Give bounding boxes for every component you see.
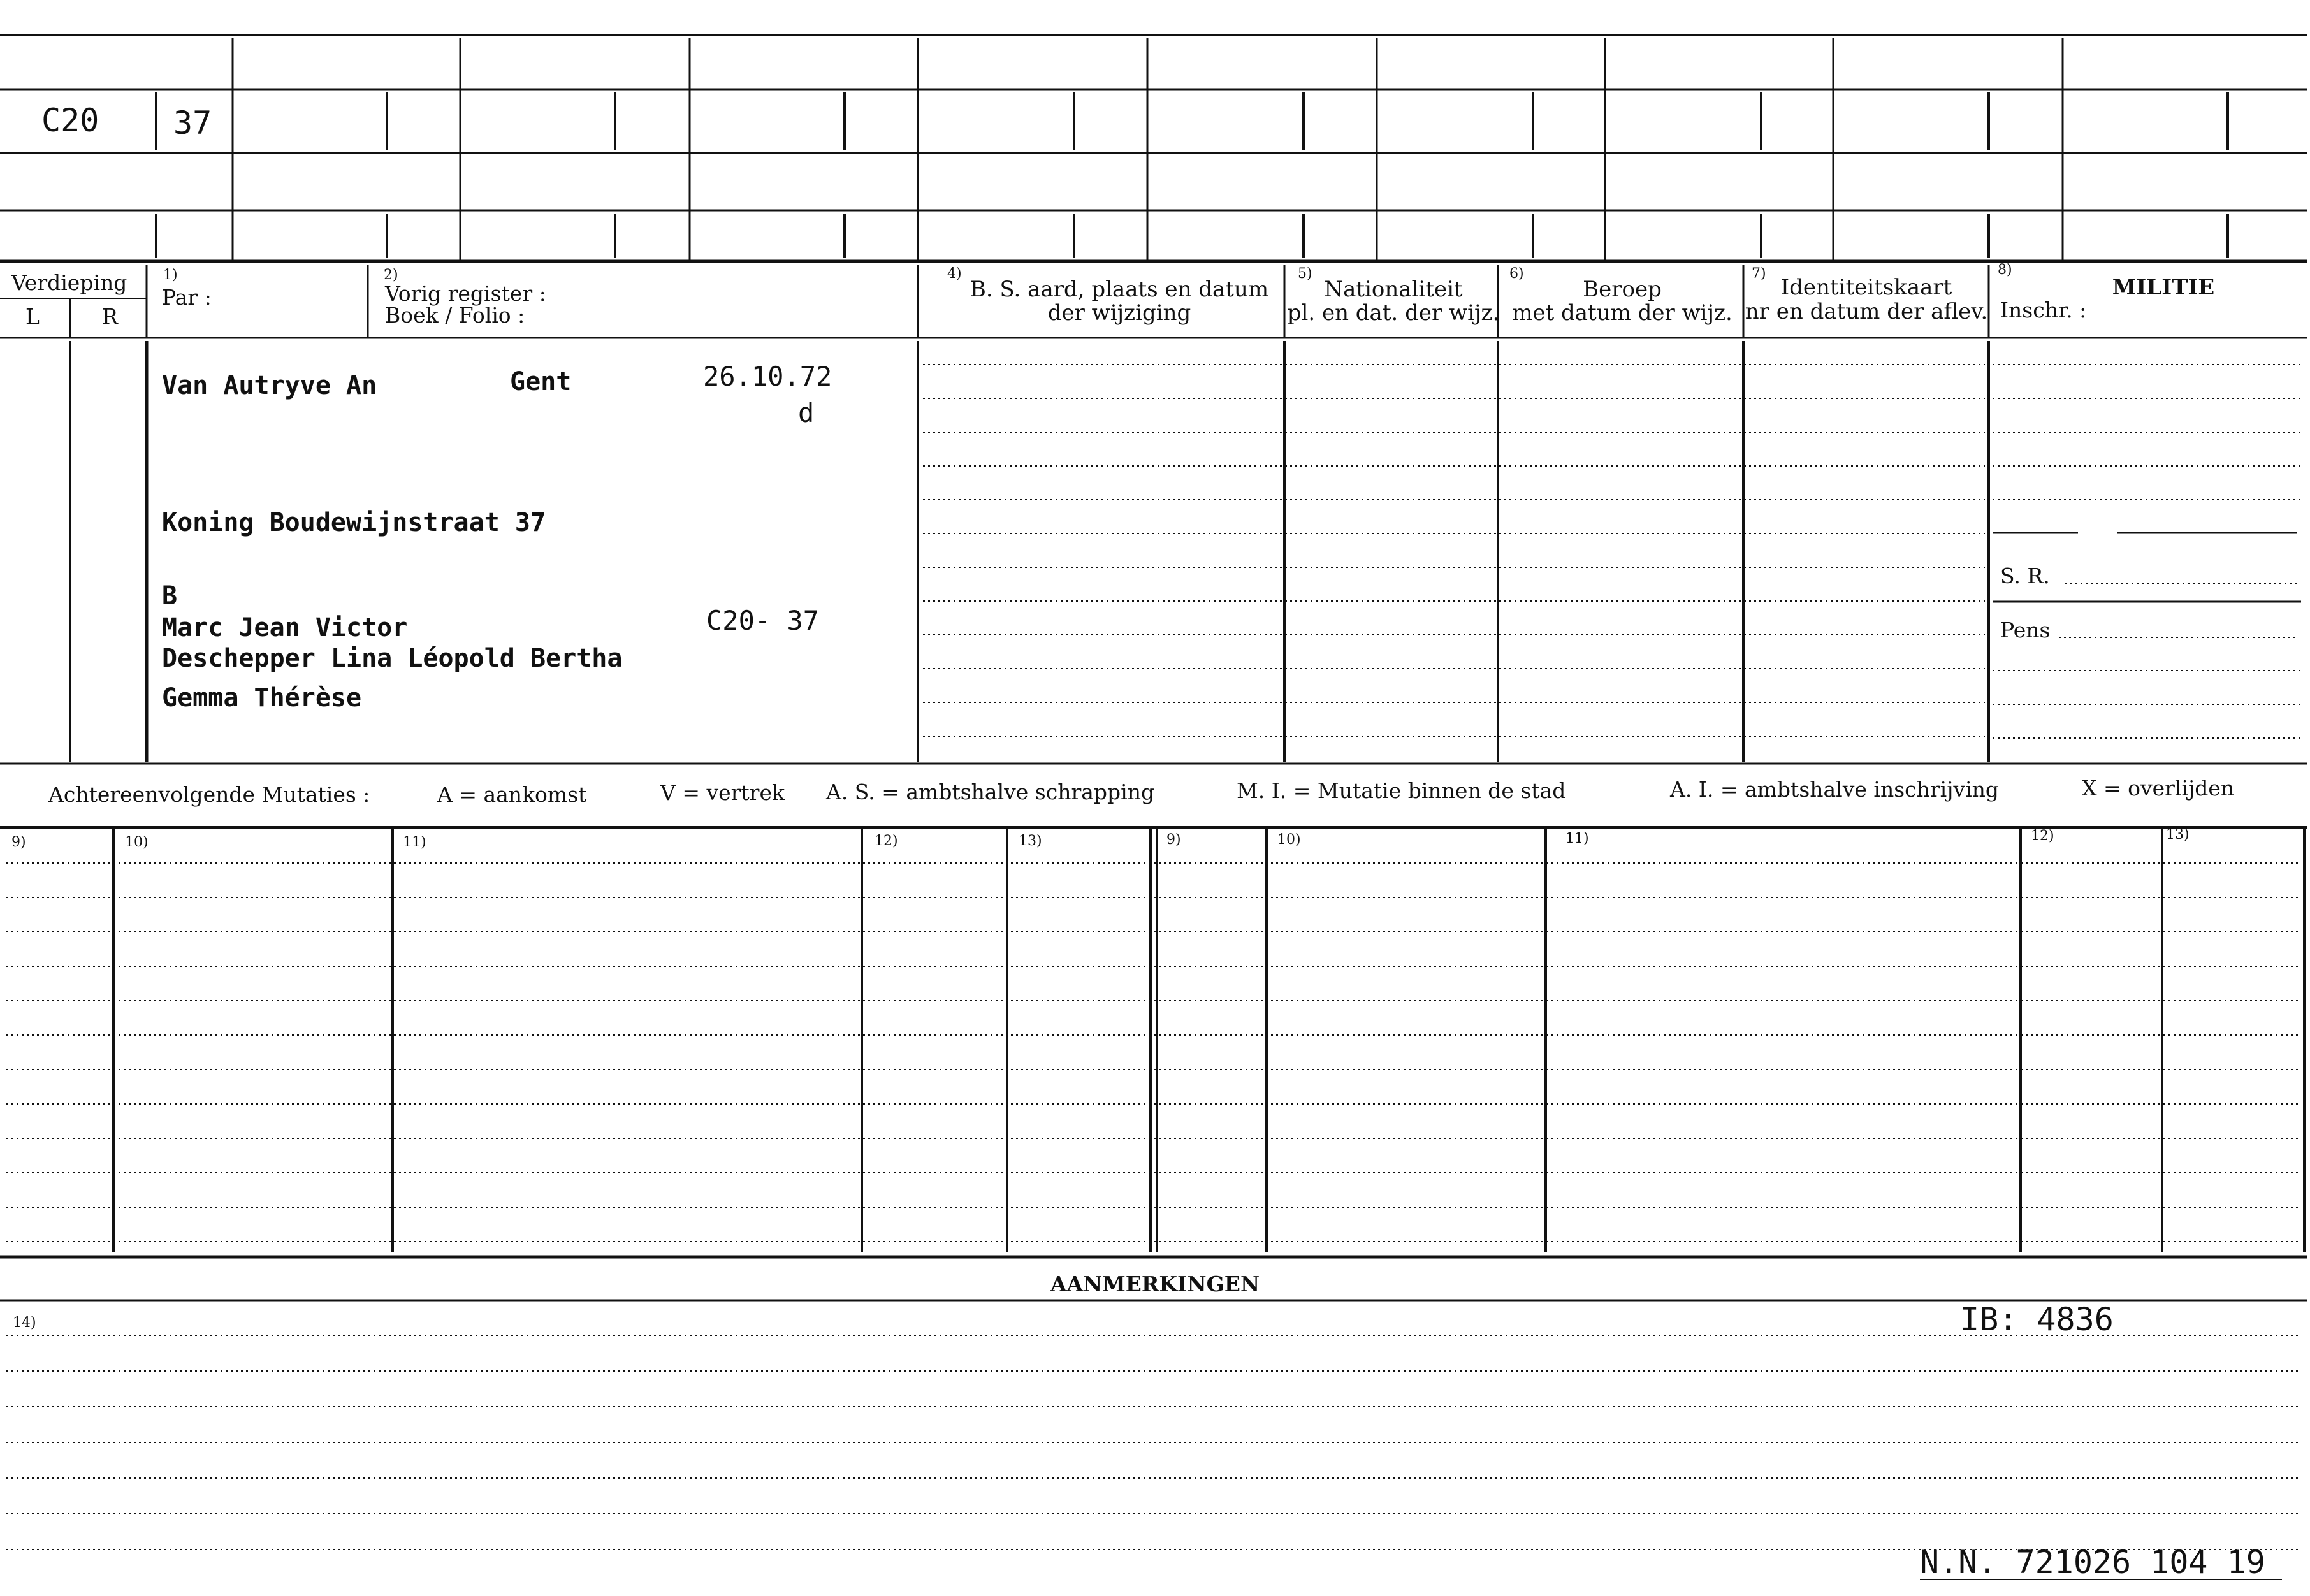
remarks-number: 14)	[13, 1315, 36, 1331]
mutation-col-label: 13)	[2166, 827, 2190, 843]
mutations-title: Achtereenvolgende Mutaties :	[48, 782, 370, 807]
pens-label: Pens	[2000, 618, 2051, 642]
ib-number: IB: 4836	[1960, 1301, 2114, 1338]
bs-header-line1: B. S. aard, plaats en datum	[970, 277, 1269, 302]
header-code: C20	[41, 102, 99, 139]
legend-vertrek: V = vertrek	[660, 780, 785, 805]
col-number-7: 7)	[1752, 266, 1766, 282]
legend-aankomst: A = aankomst	[437, 782, 587, 807]
bs-header-line2: der wijziging	[1047, 300, 1191, 326]
legend-overlijden: X = overlijden	[2082, 776, 2235, 801]
mother-names-line1: Deschepper Lina Léopold Bertha	[162, 644, 623, 673]
mutation-col-label: 11)	[1565, 831, 1589, 846]
vorig-register-label: Vorig register :	[385, 281, 546, 306]
mutation-col-label: 12)	[2031, 828, 2054, 844]
col-number-2: 2)	[384, 267, 398, 283]
profession-header-line1: Beroep	[1583, 277, 1662, 302]
boek-folio-label: Boek / Folio :	[385, 303, 525, 328]
profession-header-line2: met datum der wijz.	[1512, 300, 1732, 326]
household-reference: C20- 37	[706, 605, 820, 636]
col-number-6: 6)	[1509, 266, 1524, 282]
mutation-col-label: 11)	[403, 834, 426, 850]
col-number-8: 8)	[1998, 262, 2012, 278]
col-number-1: 1)	[163, 267, 178, 283]
birth-date: 26.10.72	[703, 361, 832, 392]
mutation-col-label: 10)	[1277, 832, 1301, 848]
left-label: L	[25, 304, 40, 329]
resident-name: Van Autryve An	[162, 371, 377, 400]
col-number-4: 4)	[947, 266, 962, 282]
legend-inschrijving: A. I. = ambtshalve inschrijving	[1670, 777, 2000, 802]
birth-place: Gent	[510, 367, 572, 396]
street-address: Koning Boudewijnstraat 37	[162, 508, 546, 537]
id-card-header-line2: nr en datum der aflev.	[1745, 299, 1988, 324]
entry-mark: d	[798, 397, 815, 428]
col-number-5: 5)	[1298, 266, 1312, 282]
status-letter: B	[162, 581, 178, 611]
id-card-header-line1: Identiteitskaart	[1780, 275, 1952, 300]
mother-names-line2: Gemma Thérèse	[162, 683, 362, 713]
sr-label: S. R.	[2000, 563, 2050, 588]
militie-header: MILITIE	[2112, 275, 2215, 300]
nationality-header-line2: pl. en dat. der wijz.	[1287, 300, 1500, 326]
header-number: 37	[173, 105, 212, 141]
father-names: Marc Jean Victor	[162, 613, 408, 642]
mutation-col-label: 10)	[125, 834, 149, 850]
mutation-col-label: 9)	[1166, 832, 1181, 848]
par-label: Par :	[162, 285, 212, 310]
inschr-label: Inschr. :	[2000, 298, 2087, 323]
legend-schrapping: A. S. = ambtshalve schrapping	[826, 780, 1155, 804]
mutation-col-label: 13)	[1019, 833, 1042, 849]
legend-mutatie-stad: M. I. = Mutatie binnen de stad	[1237, 778, 1566, 803]
verdieping-label: Verdieping	[11, 270, 127, 295]
nationality-header-line1: Nationaliteit	[1324, 277, 1463, 302]
mutation-col-label: 9)	[11, 834, 26, 850]
right-label: R	[102, 304, 118, 329]
remarks-title: AANMERKINGEN	[1050, 1272, 1260, 1296]
mutation-col-label: 12)	[875, 833, 898, 849]
nn-number: N.N. 721026 104 19	[1920, 1544, 2265, 1581]
